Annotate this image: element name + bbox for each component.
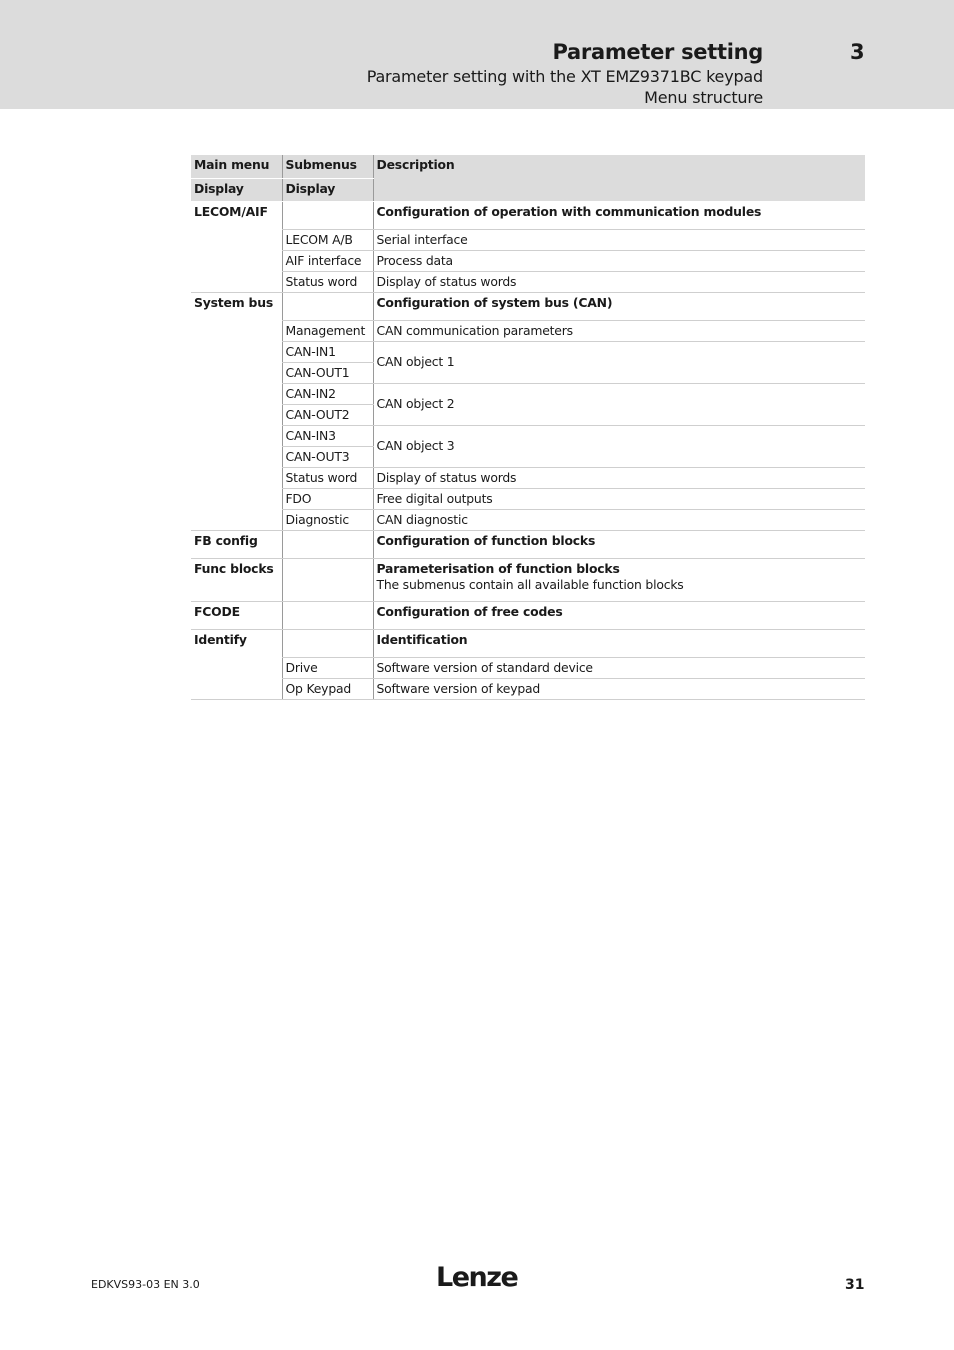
menu-structure-table [191,155,865,700]
table-row [191,271,865,292]
table-row [191,657,865,678]
cell-submenu: Op Keypad [282,678,373,699]
subsection-title: Menu structure [644,88,763,107]
section-title: Parameter setting with the XT EMZ9371BC keypad [366,67,763,86]
description-note: The submenus contain all available function blocks [376,576,684,592]
cell-submenu: Management [282,320,373,341]
cell-description: CAN communication parameters [373,320,865,341]
cell-description: CAN diagnostic [373,509,865,530]
chapter-number: 3 [850,40,865,64]
cell-main-menu: FCODE [191,601,282,629]
cell-submenu: Status word [282,467,373,488]
table-row [191,201,865,229]
table-row [191,320,865,341]
cell-description: Serial interface [373,229,865,250]
cell-submenu: Drive [282,657,373,678]
col-header-main-menu: Main menu [191,155,282,178]
cell-submenu: Diagnostic [282,509,373,530]
table-row [191,678,865,699]
cell-description: Configuration of operation with communication modules [373,201,865,229]
table-row [191,467,865,488]
cell-main-menu: Identify [194,631,247,647]
cell-submenu: CAN-IN2 [282,383,373,404]
cell-description: Display of status words [373,467,865,488]
col-header-submenus: Submenus [282,155,373,178]
description-title: Parameterisation of function blocks [376,560,620,576]
table-row [191,341,865,362]
chapter-title: Parameter setting [552,40,763,64]
cell-description [373,558,865,601]
cell-description: Software version of standard device [373,657,865,678]
cell-description: Configuration of free codes [373,601,865,629]
cell-submenu: Status word [282,271,373,292]
table-row [191,229,865,250]
cell-submenu: CAN-OUT3 [282,446,373,467]
cell-description: Software version of keypad [373,678,865,699]
table-row [191,601,865,629]
cell-description: Process data [373,250,865,271]
cell-main-menu: FB config [191,530,282,558]
cell-main-menu: Func blocks [191,558,282,601]
cell-description: Configuration of system bus (CAN) [373,292,865,320]
col-header-description: Description [373,155,865,201]
cell-submenu: CAN-OUT1 [282,362,373,383]
cell-description: Configuration of function blocks [373,530,865,558]
cell-submenu: CAN-IN3 [282,425,373,446]
table-row [191,488,865,509]
cell-description: CAN object 1 [373,341,865,383]
cell-submenu: CAN-IN1 [282,341,373,362]
table-row [191,530,865,558]
cell-submenu: LECOM A/B [282,229,373,250]
cell-description: CAN object 3 [373,425,865,467]
cell-main-menu: System bus [194,294,273,310]
table-row [191,558,865,601]
cell-main-display: Display [191,178,282,201]
cell-main-menu: LECOM/AIF [194,203,268,219]
cell-description: Identification [373,629,865,657]
lenze-logo: Lenze [436,1262,518,1293]
table-row [191,292,865,320]
table-row [191,509,865,530]
cell-description: Display of status words [373,271,865,292]
cell-submenu: AIF interface [282,250,373,271]
document-id: EDKVS93-03 EN 3.0 [91,1278,200,1291]
table-row [191,250,865,271]
cell-description: CAN object 2 [373,383,865,425]
page-number: 31 [845,1277,865,1293]
table-row [191,383,865,404]
cell-description: Free digital outputs [373,488,865,509]
table-row [191,425,865,446]
cell-submenu: CAN-OUT2 [282,404,373,425]
table-row [191,629,865,657]
cell-sub-display: Display [282,178,373,201]
table-header-row [191,155,865,178]
header-band [0,0,954,109]
cell-submenu: FDO [282,488,373,509]
